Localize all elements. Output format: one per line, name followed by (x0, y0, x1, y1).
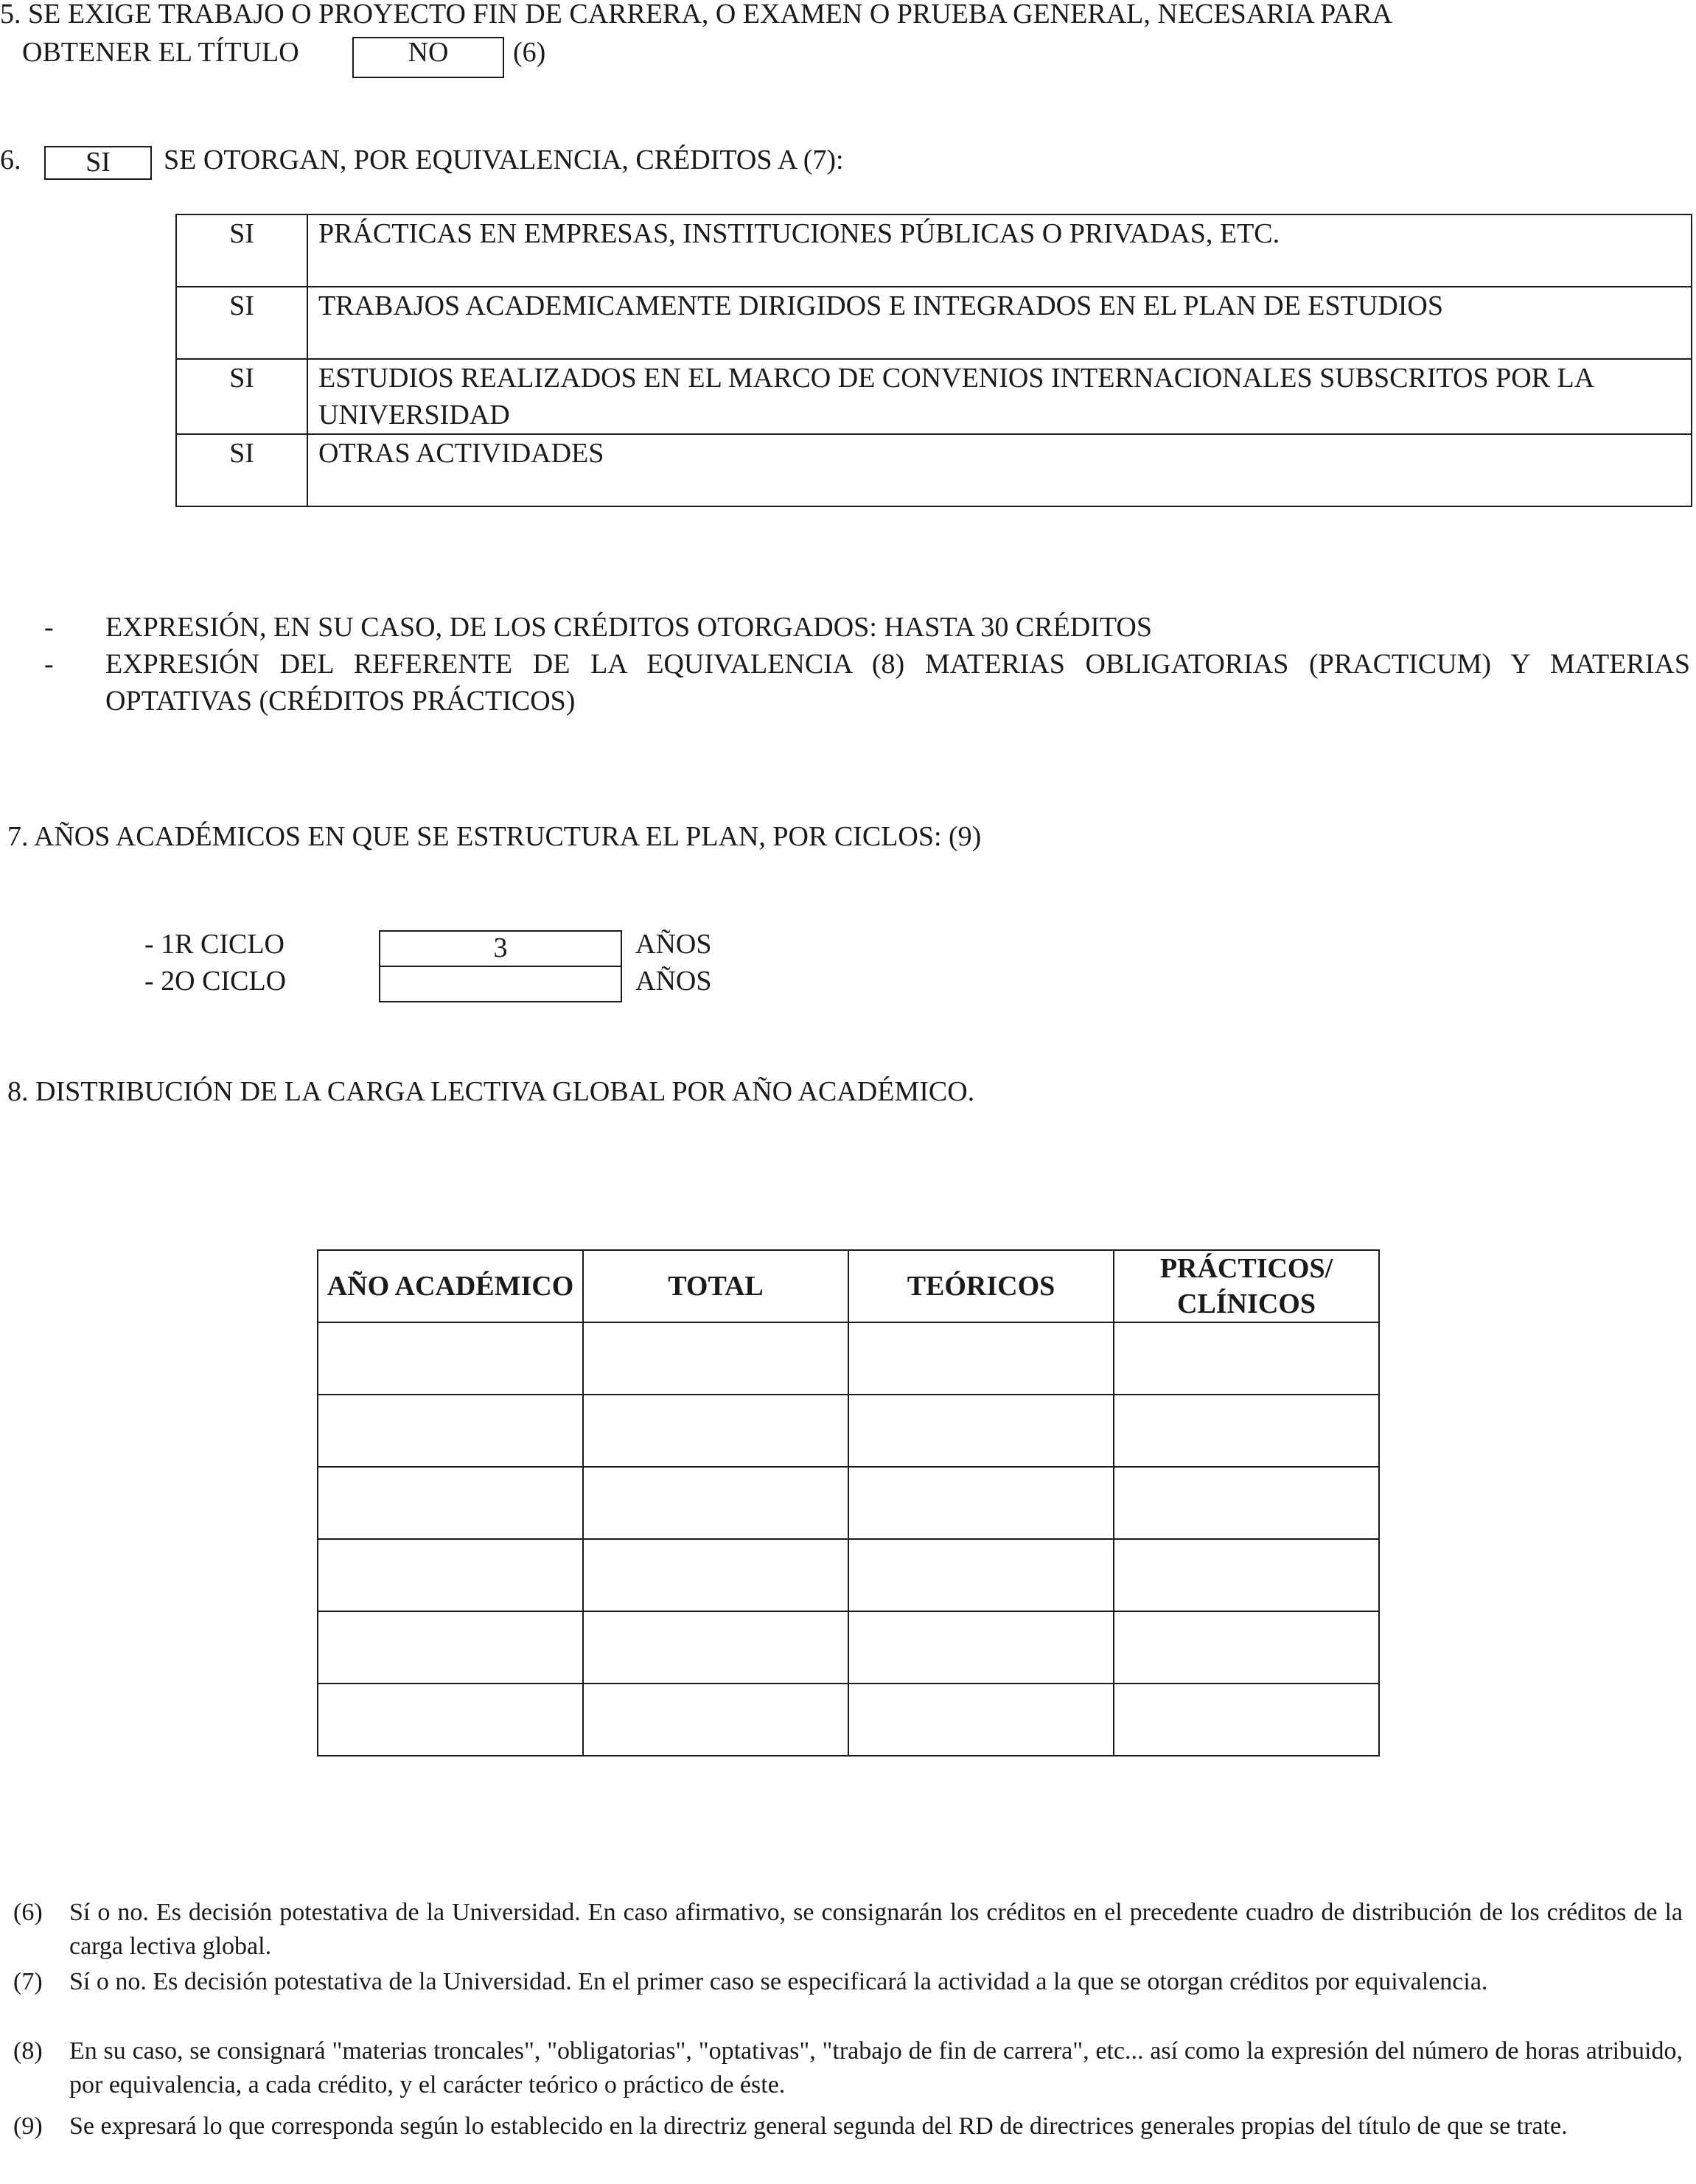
table-cell (318, 1395, 583, 1467)
activity-label: OTRAS ACTIVIDADES (307, 434, 1692, 506)
table-row (176, 287, 1692, 359)
cycle1-years-box: 3 (379, 930, 622, 967)
table-row (318, 1611, 1379, 1684)
section6-title: SE OTORGAN, POR EQUIVALENCIA, CRÉDITOS A (7): (164, 144, 844, 175)
section5-answer-box: NO (352, 37, 504, 78)
column-header: PRÁCTICOS/ CLÍNICOS (1114, 1250, 1379, 1322)
footnote-6: (6) Sí o no. Es decisión potestativa de la Universidad. En caso afirmativo, se consignarán los créditos en el precedente cuadro de distribución de los créditos de la carga lectiva global. (13, 1899, 1683, 1960)
cycle1-unit: AÑOS (635, 929, 712, 960)
section6-answer-box: SI (44, 146, 152, 180)
cycle1-label: - 1R CICLO (144, 929, 285, 960)
table-header-row (318, 1250, 1379, 1322)
activity-label: PRÁCTICAS EN EMPRESAS, INSTITUCIONES PÚBLICAS O PRIVADAS, ETC. (307, 214, 1692, 287)
section8-title: 8. DISTRIBUCIÓN DE LA CARGA LECTIVA GLOBAL POR AÑO ACADÉMICO. (7, 1076, 975, 1107)
table-cell (848, 1467, 1114, 1539)
academic-load-table (317, 1249, 1380, 1756)
column-header: AÑO ACADÉMICO (318, 1250, 583, 1322)
table-row (318, 1684, 1379, 1756)
table-cell (848, 1539, 1114, 1611)
table-row (318, 1395, 1379, 1467)
table-cell (583, 1684, 848, 1756)
table-cell (583, 1467, 848, 1539)
footnote-7: (7) Sí o no. Es decisión potestativa de la Universidad. En el primer caso se especificará la actividad a la que se otorgan créditos por equivalencia. (13, 1968, 1488, 1995)
table-cell (848, 1395, 1114, 1467)
cycle2-unit: AÑOS (635, 966, 712, 997)
table-cell (1114, 1395, 1379, 1467)
table-cell (318, 1467, 583, 1539)
table-cell (318, 1539, 583, 1611)
table-cell (1114, 1611, 1379, 1684)
table-row (176, 434, 1692, 506)
table-cell (583, 1322, 848, 1395)
footnote-9: (9) Se expresará lo que corresponda según lo establecido en la directriz general segunda del RD de directrices generales propias del título de que se trate. (13, 2113, 1568, 2140)
table-cell (1114, 1322, 1379, 1395)
section7-title: 7. AÑOS ACADÉMICOS EN QUE SE ESTRUCTURA EL PLAN, POR CICLOS: (9) (7, 821, 982, 852)
table-row (318, 1322, 1379, 1395)
credits-equivalence-table (175, 214, 1692, 507)
answer-cell: SI (176, 214, 307, 287)
section5-ref: (6) (513, 37, 546, 68)
table-cell (848, 1684, 1114, 1756)
table-row (176, 214, 1692, 287)
table-cell (1114, 1684, 1379, 1756)
table-row (318, 1467, 1379, 1539)
cycle2-years-box (379, 966, 622, 1002)
activity-label: TRABAJOS ACADEMICAMENTE DIRIGIDOS E INTEGRADOS EN EL PLAN DE ESTUDIOS (307, 287, 1692, 359)
answer-cell: SI (176, 434, 307, 506)
answer-cell: SI (176, 287, 307, 359)
table-cell (318, 1322, 583, 1395)
cycle2-label: - 2O CICLO (144, 966, 287, 997)
table-cell (318, 1611, 583, 1684)
table-cell (848, 1322, 1114, 1395)
section6-number: 6. (0, 144, 21, 175)
table-cell (583, 1611, 848, 1684)
section5-line2: OBTENER EL TÍTULO (22, 37, 299, 68)
column-header: TOTAL (583, 1250, 848, 1322)
activity-label: ESTUDIOS REALIZADOS EN EL MARCO DE CONVENIOS INTERNACIONALES SUBSCRITOS POR LA UNIVERSIDAD (307, 359, 1692, 434)
footnote-8: (8) En su caso, se consignará "materias troncales", "obligatorias", "optativas", "trabajo de fin de carrera", etc... así como la expresión del número de horas atribuido, por equivalencia, a cada crédito, y el carácter teórico o práctico de éste. (13, 2037, 1683, 2098)
table-cell (318, 1684, 583, 1756)
section5-line1: 5. SE EXIGE TRABAJO O PROYECTO FIN DE CARRERA, O EXAMEN O PRUEBA GENERAL, NECESARIA PARA (0, 0, 1392, 29)
answer-cell: SI (176, 359, 307, 434)
table-row (318, 1539, 1379, 1611)
table-row (176, 359, 1692, 434)
table-cell (1114, 1467, 1379, 1539)
table-cell (583, 1539, 848, 1611)
column-header: TEÓRICOS (848, 1250, 1114, 1322)
table-cell (1114, 1539, 1379, 1611)
table-cell (583, 1395, 848, 1467)
table-cell (848, 1611, 1114, 1684)
